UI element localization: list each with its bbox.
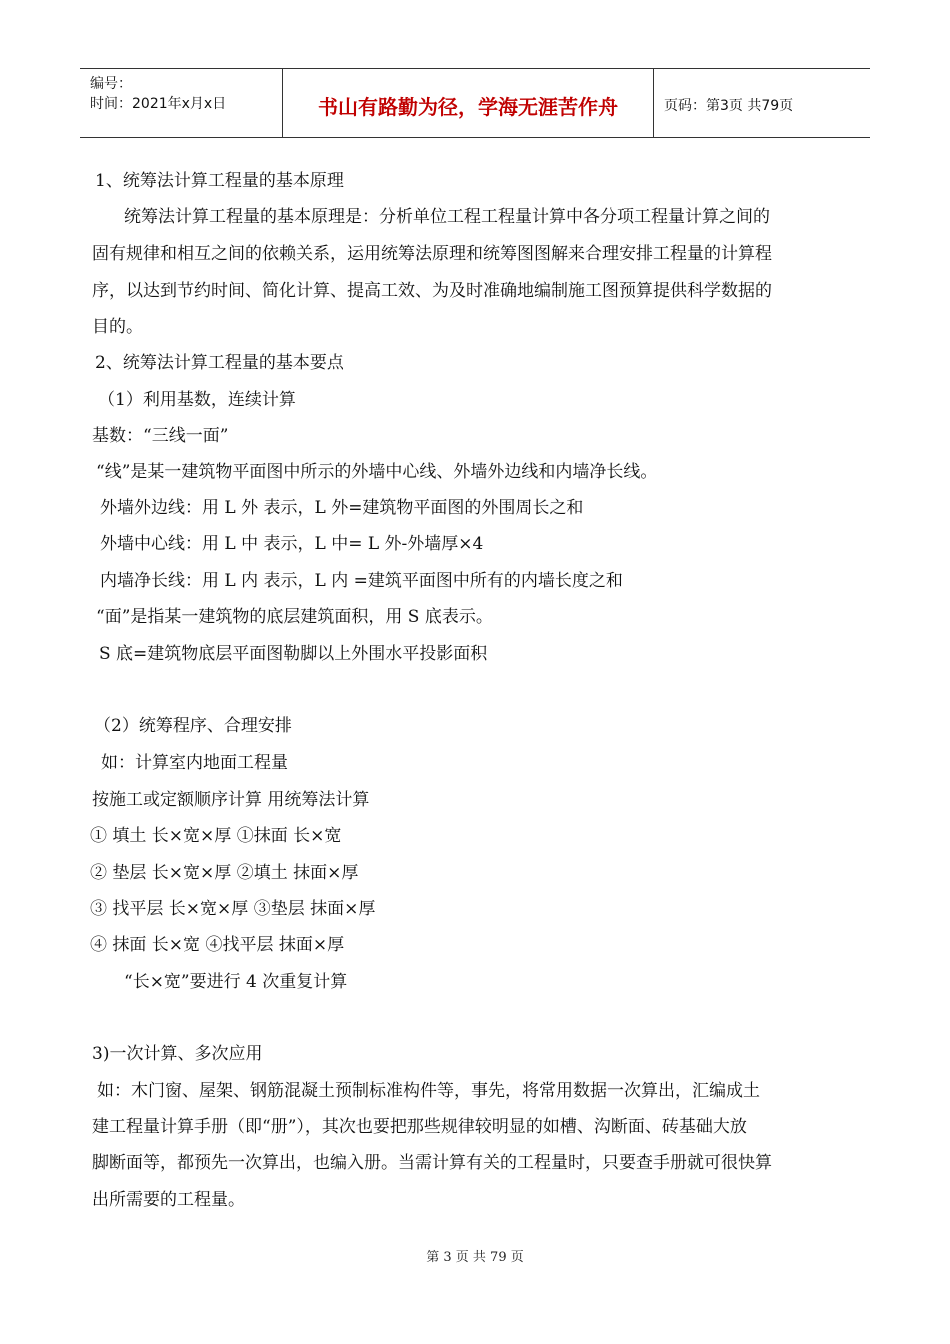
text-line: 内墙净长线：用 L 内 表示，L 内 =建筑平面图中所有的内墙长度之和 xyxy=(100,571,623,591)
header-motto: 书山有路勤为径，学海无涯苦作舟 xyxy=(318,95,618,119)
text-line: “面”是指某一建筑物的底层建筑面积，用 S 底表示。 xyxy=(96,607,493,627)
paragraph-line: 固有规律和相互之间的依赖关系，运用统筹法原理和统筹图图解来合理安排工程量的计算程 xyxy=(92,244,772,264)
section-heading-1: 1、统筹法计算工程量的基本原理 xyxy=(95,171,344,191)
header-right-cell xyxy=(654,69,870,137)
page-footer: 第 3 页 共 79 页 xyxy=(426,1250,524,1265)
text-line: S 底=建筑物底层平面图勒脚以上外围水平投影面积 xyxy=(99,644,488,664)
paragraph-line: 如：木门窗、屋架、钢筋混凝土预制标准构件等，事先，将常用数据一次算出，汇编成土 xyxy=(97,1081,760,1101)
text-line: 外墙中心线：用 L 中 表示，L 中= L 外-外墙厚×4 xyxy=(100,534,484,554)
comparison-row: ③ 找平层 长×宽×厚 ③垫层 抹面×厚 xyxy=(90,899,376,919)
header-center-cell xyxy=(283,69,654,137)
text-line: “线”是某一建筑物平面图中所示的外墙中心线、外墙外边线和内墙净长线。 xyxy=(96,462,658,482)
time-label: 时间：2021年x月x日 xyxy=(90,96,227,112)
paragraph-line: 建工程量计算手册（即“册”），其次也要把那些规律较明显的如槽、沟断面、砖基础大放 xyxy=(92,1117,747,1137)
comparison-row: ① 填土 长×宽×厚 ①抹面 长×宽 xyxy=(90,826,342,846)
paragraph-line: 脚断面等，都预先一次算出，也编入册。当需计算有关的工程量时，只要查手册就可很快算 xyxy=(92,1153,772,1173)
text-line: 基数：“三线一面” xyxy=(92,426,229,446)
comparison-row: ④ 抹面 长×宽 ④找平层 抹面×厚 xyxy=(90,935,345,955)
paragraph-line: 出所需要的工程量。 xyxy=(92,1190,245,1210)
number-label: 编号： xyxy=(90,76,132,92)
text-line: 外墙外边线：用 L 外 表示，L 外=建筑物平面图的外围周长之和 xyxy=(100,498,584,518)
paragraph-line: 序，以达到节约时间、简化计算、提高工效、为及时准确地编制施工图预算提供科学数据的 xyxy=(92,281,772,301)
page-header xyxy=(80,68,870,138)
page-number-label: 页码：第3页 共79页 xyxy=(664,98,794,114)
text-line: 如：计算室内地面工程量 xyxy=(101,753,288,773)
paragraph-line: 统筹法计算工程量的基本原理是：分析单位工程工程量计算中各分项工程量计算之间的 xyxy=(124,207,770,227)
section-heading-2: 2、统筹法计算工程量的基本要点 xyxy=(95,353,344,373)
subheading-3: 3)一次计算、多次应用 xyxy=(92,1044,263,1064)
subheading-2: （2）统筹程序、合理安排 xyxy=(94,716,292,736)
header-left-cell xyxy=(80,69,283,137)
paragraph-line: 目的。 xyxy=(92,317,143,337)
comparison-row: ② 垫层 长×宽×厚 ②填土 抹面×厚 xyxy=(90,863,359,883)
comparison-header: 按施工或定额顺序计算 用统筹法计算 xyxy=(92,790,370,810)
text-line: “长×宽”要进行 4 次重复计算 xyxy=(124,972,348,992)
subheading-1: （1）利用基数，连续计算 xyxy=(98,390,296,410)
